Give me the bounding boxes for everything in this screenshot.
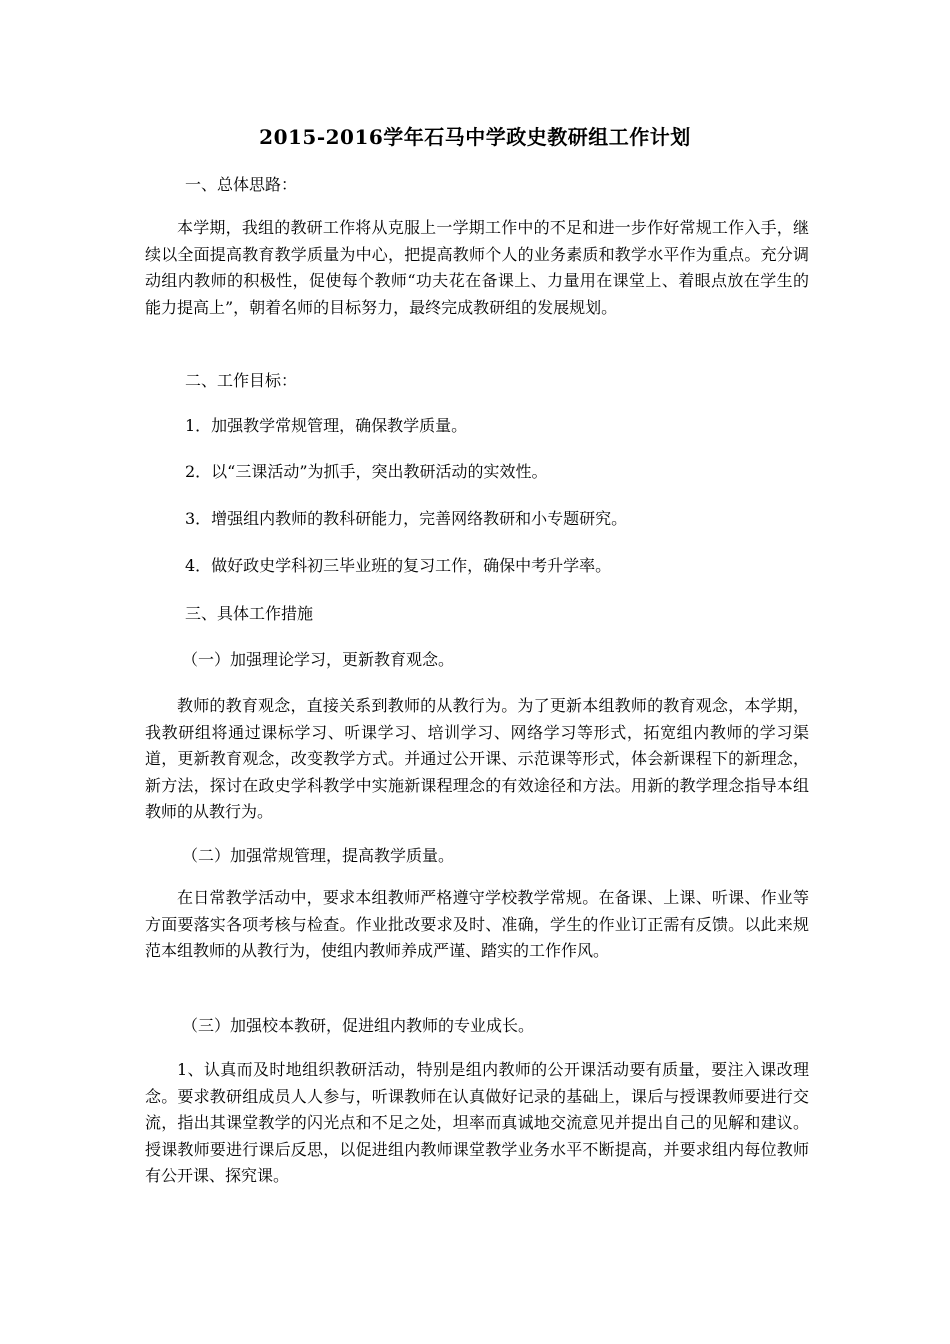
measure1-paragraph: 教师的教育观念，直接关系到教师的从教行为。为了更新本组教师的教育观念，本学期，我教研组将通过课标学习、听课学习、培训学习、网络学习等形式，拓宽组内教师的学习渠道，更新教育观念，改变教学方式。并通过公开课、示范课等形式，体会新课程下的新理念，新方法，探讨在政史学科教学中实施新课程理念的有效途径和方法。用新的教学理念指导本组教师的从教行为。 bbox=[145, 696, 809, 821]
section1-heading: 一、总体思路： bbox=[185, 175, 298, 194]
document-title: 2015-2016学年石马中学政史教研组工作计划 bbox=[259, 125, 691, 149]
section3-heading: 三、具体工作措施 bbox=[185, 604, 314, 623]
measure2-heading: （二）加强常规管理，提高教学质量。 bbox=[182, 846, 455, 865]
goal-item-2: 2．以“三课活动”为抓手，突出教研活动的实效性。 bbox=[185, 462, 548, 481]
section1-paragraph: 本学期，我组的教研工作将从克服上一学期工作中的不足和进一步作好常规工作入手，继续以全面提高教育教学质量为中心，把提高教师个人的业务素质和教学水平作为重点。充分调动组内教师的积极性，促使每个教师“功夫花在备课上、力量用在课堂上、着眼点放在学生的能力提高上”，朝着名师的目标努力，最终完成教研组的发展规划。 bbox=[145, 218, 809, 317]
goal-item-4: 4．做好政史学科初三毕业班的复习工作，确保中考升学率。 bbox=[185, 556, 612, 575]
measure3-paragraph: 1、认真而及时地组织教研活动，特别是组内教师的公开课活动要有质量，要注入课改理念。要求教研组成员人人参与，听课教师在认真做好记录的基础上，课后与授课教师要进行交流，指出其课堂教学的闪光点和不足之处，坦率而真诚地交流意见并提出自己的见解和建议。授课教师要进行课后反思，以促进组内教师课堂教学业务水平不断提高，并要求组内每位教师有公开课、探究课。 bbox=[145, 1060, 809, 1185]
section2-heading: 二、工作目标： bbox=[185, 371, 298, 390]
goal-item-1: 1．加强教学常规管理，确保教学质量。 bbox=[185, 416, 468, 435]
measure1-heading: （一）加强理论学习，更新教育观念。 bbox=[182, 650, 455, 669]
goal-item-3: 3．增强组内教师的教科研能力，完善网络教研和小专题研究。 bbox=[185, 509, 628, 528]
measure3-heading: （三）加强校本教研，促进组内教师的专业成长。 bbox=[182, 1016, 535, 1035]
measure2-paragraph: 在日常教学活动中，要求本组教师严格遵守学校教学常规。在备课、上课、听课、作业等方面要落实各项考核与检查。作业批改要求及时、准确，学生的作业订正需有反馈。以此来规范本组教师的从教行为，使组内教师养成严谨、踏实的工作作风。 bbox=[145, 888, 809, 960]
